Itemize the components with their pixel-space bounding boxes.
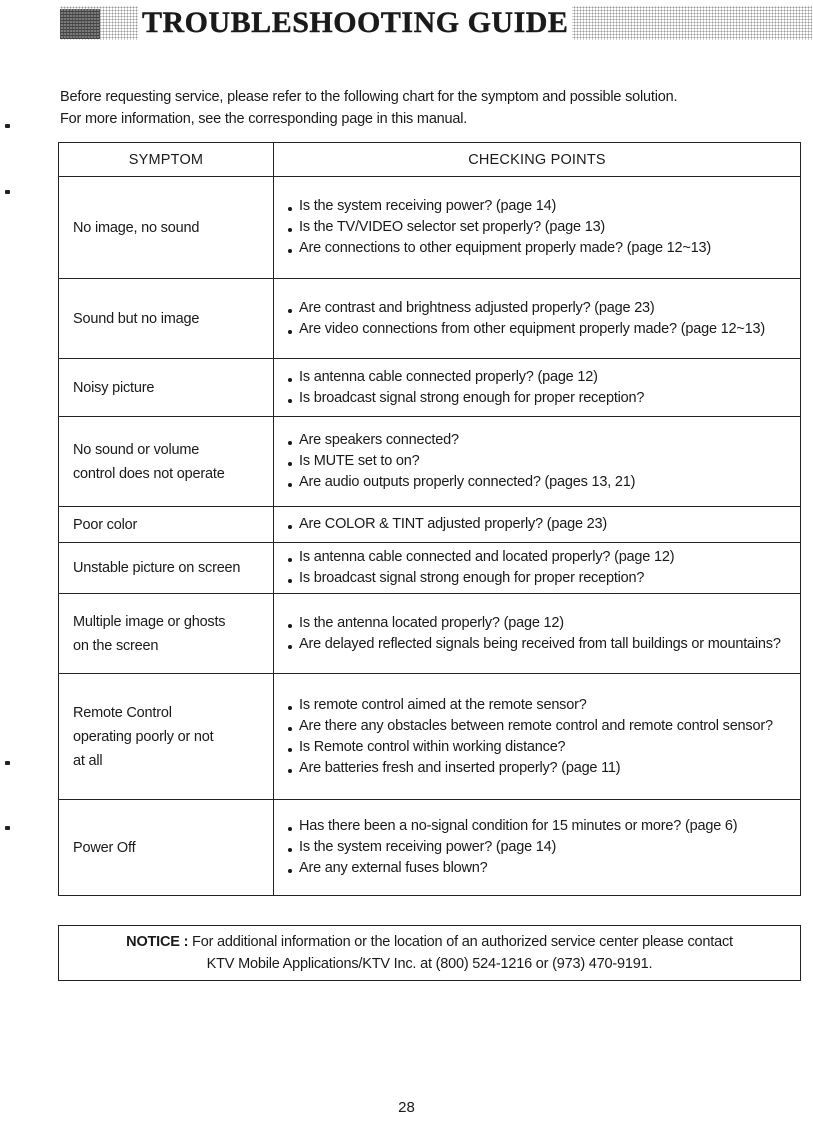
- table-row: [59, 594, 801, 674]
- checking-point: Has there been a no-signal condition for 15 minutes or more? (page 6): [286, 816, 794, 837]
- checking-point: Is broadcast signal strong enough for proper reception?: [286, 568, 794, 589]
- table-row: [59, 279, 801, 359]
- table-row: [59, 177, 801, 279]
- notice-text-1: For additional information or the location of an authorized service center please contact: [188, 934, 733, 950]
- checking-point: Is the system receiving power? (page 14): [286, 837, 794, 858]
- margin-mark: [5, 190, 10, 194]
- checking-point: Are batteries fresh and inserted properly? (page 11): [286, 758, 794, 779]
- symptom-cell: Noisy picture: [59, 359, 274, 417]
- checking-point: Is remote control aimed at the remote sensor?: [286, 695, 794, 716]
- symptom-column-header: SYMPTOM: [59, 143, 274, 177]
- checking-point: Are audio outputs properly connected? (pages 13, 21): [286, 472, 794, 493]
- checking-point: Is antenna cable connected properly? (page 12): [286, 367, 794, 388]
- notice-line-1: [59, 931, 800, 953]
- checking-point: Is MUTE set to on?: [286, 451, 794, 472]
- checking-points-cell: [274, 594, 801, 674]
- troubleshooting-table: [58, 142, 801, 896]
- intro-line-2: For more information, see the corresponding page in this manual.: [60, 111, 468, 127]
- checking-point: Are contrast and brightness adjusted properly? (page 23): [286, 298, 794, 319]
- checking-point: Are COLOR & TINT adjusted properly? (page 23): [286, 514, 794, 535]
- table-header-row: [59, 143, 801, 177]
- table-row: [59, 359, 801, 417]
- checking-points-cell: [274, 800, 801, 896]
- checking-points-cell: [274, 543, 801, 594]
- checking-point: Is the TV/VIDEO selector set properly? (page 13): [286, 217, 794, 238]
- checking-point: Are there any obstacles between remote control and remote control sensor?: [286, 716, 794, 737]
- checking-points-cell: [274, 507, 801, 543]
- checking-point: Is Remote control within working distance?: [286, 737, 794, 758]
- symptom-cell: Multiple image or ghosts on the screen: [59, 594, 274, 674]
- header-block-icon: [60, 9, 100, 39]
- notice-label: NOTICE :: [126, 934, 189, 950]
- notice-line-2: KTV Mobile Applications/KTV Inc. at (800) 524-1216 or (973) 470-9191.: [206, 956, 653, 972]
- table-row: [59, 674, 801, 800]
- symptom-cell: Sound but no image: [59, 279, 274, 359]
- checking-point: Are connections to other equipment properly made? (page 12~13): [286, 238, 794, 259]
- checking-points-column-header: CHECKING POINTS: [274, 143, 801, 177]
- symptom-cell: Power Off: [59, 800, 274, 896]
- checking-point: Are video connections from other equipment properly made? (page 12~13): [286, 319, 794, 340]
- checking-point: Is broadcast signal strong enough for proper reception?: [286, 388, 794, 409]
- symptom-cell: Remote Control operating poorly or not at all: [59, 674, 274, 800]
- symptom-cell: Poor color: [59, 507, 274, 543]
- checking-point: Are speakers connected?: [286, 430, 794, 451]
- checking-point: Is antenna cable connected and located properly? (page 12): [286, 547, 794, 568]
- page-header: [60, 6, 812, 40]
- page-number: 28: [398, 1099, 415, 1116]
- margin-mark: [5, 761, 10, 765]
- margin-mark: [5, 826, 10, 830]
- table-row: [59, 800, 801, 896]
- checking-point: Are any external fuses blown?: [286, 858, 794, 879]
- notice-box: [58, 925, 801, 981]
- symptom-cell: No sound or volume control does not operate: [59, 417, 274, 507]
- intro-line-1: Before requesting service, please refer to the following chart for the symptom and possible solution.: [60, 89, 678, 105]
- checking-points-cell: [274, 279, 801, 359]
- checking-point: Are delayed reflected signals being received from tall buildings or mountains?: [286, 634, 794, 655]
- table-row: [59, 417, 801, 507]
- checking-points-cell: [274, 359, 801, 417]
- margin-mark: [5, 124, 10, 128]
- symptom-cell: No image, no sound: [59, 177, 274, 279]
- checking-points-cell: [274, 417, 801, 507]
- checking-points-cell: [274, 177, 801, 279]
- checking-point: Is the system receiving power? (page 14): [286, 196, 794, 217]
- page-title: TROUBLESHOOTING GUIDE: [138, 6, 572, 40]
- intro-text: [60, 86, 805, 130]
- symptom-cell: Unstable picture on screen: [59, 543, 274, 594]
- table-row: [59, 507, 801, 543]
- checking-points-cell: [274, 674, 801, 800]
- checking-point: Is the antenna located properly? (page 12): [286, 613, 794, 634]
- table-row: [59, 543, 801, 594]
